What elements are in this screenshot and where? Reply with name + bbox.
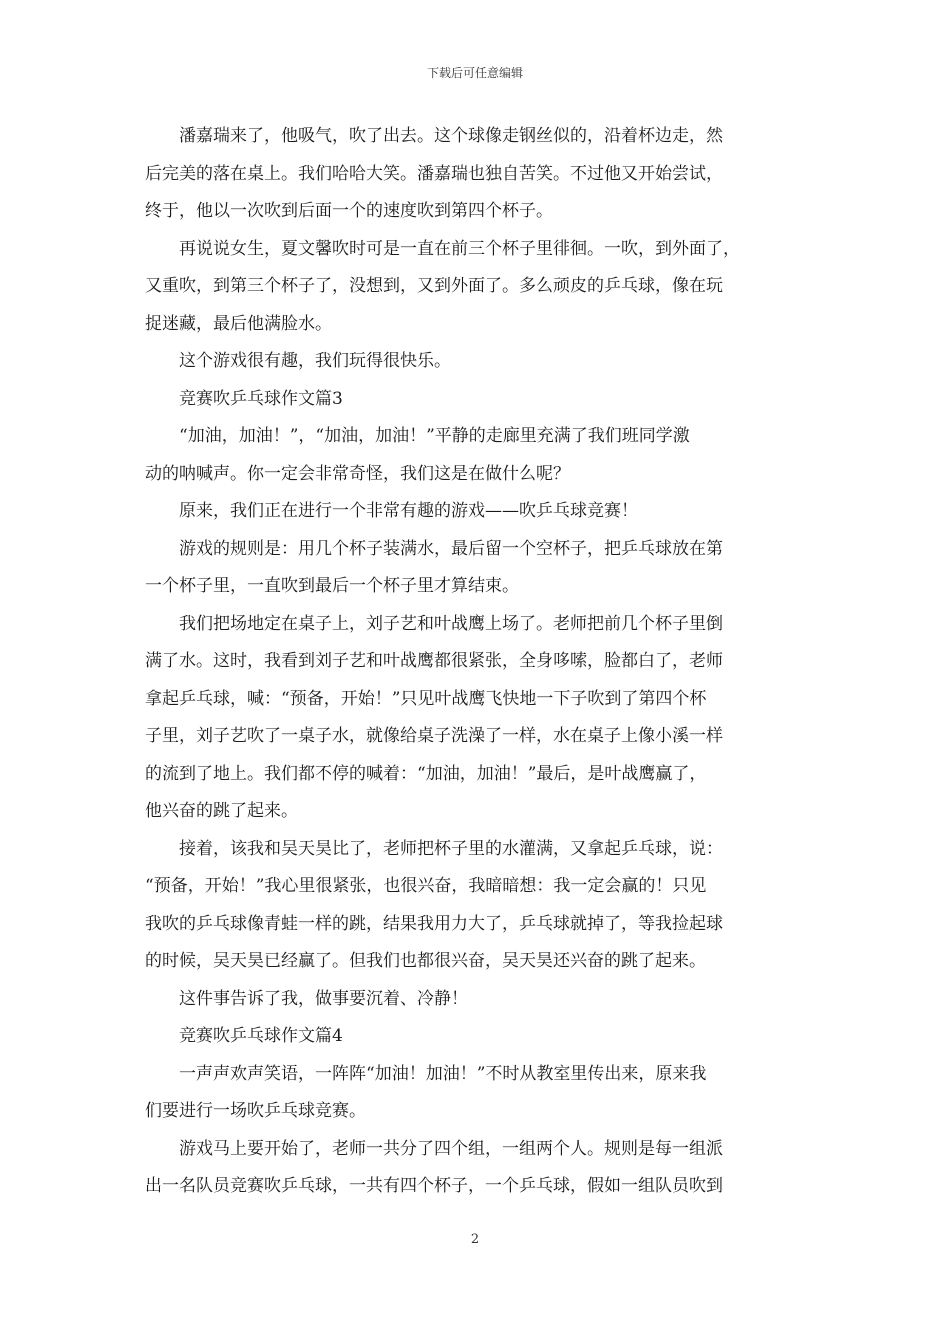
text-line: 一声声欢声笑语，一阵阵“加油！加油！”不时从教室里传出来，原来我 [179, 1063, 707, 1084]
text-line: 捉迷藏，最后他满脸水。 [145, 313, 332, 334]
text-line: “预备，开始！”我心里很紧张，也很兴奋，我暗暗想：我一定会赢的！只见 [145, 876, 707, 896]
paragraph [145, 981, 807, 1019]
page-number: 2 [470, 1232, 480, 1247]
paragraph [145, 531, 807, 606]
text-line: 游戏马上要开始了，老师一共分了四个组，一组两个人。规则是每一组派 [179, 1138, 723, 1159]
page-header: 下载后可任意编辑 [426, 66, 523, 80]
text-line: 接着，该我和吴天昊比了，老师把杯子里的水灌满，又拿起乒乓球，说： [179, 838, 723, 859]
paragraph [145, 343, 807, 381]
paragraph [145, 493, 807, 531]
text-line: 出一名队员竞赛吹乒乓球，一共有四个杯子，一个乒乓球，假如一组队员吹到 [145, 1176, 723, 1196]
text-line: “加油，加油！”，“加油，加油！”平静的走廊里充满了我们班同学激 [179, 426, 690, 446]
text-line: 们要进行一场吹乒乓球竞赛。 [145, 1101, 366, 1121]
text-line: 我吹的乒乓球像青蛙一样的跳，结果我用力大了，乒乓球就掉了，等我捡起球 [145, 913, 723, 934]
text-line: 动的呐喊声。你一定会非常奇怪，我们这是在做什么呢？ [145, 463, 570, 484]
paragraph [145, 1131, 807, 1206]
text-line: 又重吹，到第三个杯子了，没想到，又到外面了。多么顽皮的乒乓球，像在玩 [145, 276, 723, 296]
text-line: 原来，我们正在进行一个非常有趣的游戏——吹乒乓球竞赛！ [179, 501, 638, 521]
text-line: 再说说女生，夏文馨吹时可是一直在前三个杯子里徘徊。一吹，到外面了， [179, 238, 740, 259]
text-line: 满了水。这时，我看到刘子艺和叶战鹰都很紧张，全身哆嗦，脸都白了，老师 [145, 651, 723, 671]
document-body [145, 118, 807, 1206]
paragraph [145, 1056, 807, 1131]
text-line: 一个杯子里，一直吹到最后一个杯子里才算结束。 [145, 576, 519, 596]
paragraph [145, 381, 807, 419]
text-line: 潘嘉瑞来了，他吸气，吹了出去。这个球像走钢丝似的，沿着杯边走，然 [179, 126, 723, 146]
paragraph [145, 606, 807, 831]
paragraph [145, 118, 807, 231]
paragraph [145, 831, 807, 981]
text-line: 的流到了地上。我们都不停的喊着：“加油，加油！”最后，是叶战鹰赢了， [145, 763, 707, 784]
paragraph [145, 231, 807, 344]
text-line: 竞赛吹乒乓球作文篇4 [179, 1026, 343, 1046]
text-line: 游戏的规则是：用几个杯子装满水，最后留一个空杯子，把乒乓球放在第 [179, 538, 723, 559]
text-line: 后完美的落在桌上。我们哈哈大笑。潘嘉瑞也独自苦笑。不过他又开始尝试， [145, 163, 723, 184]
text-line: 这个游戏很有趣，我们玩得很快乐。 [179, 351, 451, 371]
text-line: 我们把场地定在桌子上，刘子艺和叶战鹰上场了。老师把前几个杯子里倒 [179, 613, 723, 634]
text-line: 拿起乒乓球，喊：“预备，开始！”只见叶战鹰飞快地一下子吹到了第四个杯 [145, 688, 707, 709]
paragraph [145, 418, 807, 493]
text-line: 终于，他以一次吹到后面一个的速度吹到第四个杯子。 [145, 201, 553, 221]
text-line: 的时候，吴天昊已经赢了。但我们也都很兴奋，吴天昊还兴奋的跳了起来。 [145, 951, 706, 971]
text-line: 竞赛吹乒乓球作文篇3 [179, 388, 343, 409]
text-line: 子里，刘子艺吹了一桌子水，就像给桌子洗澡了一样，水在桌子上像小溪一样 [145, 726, 723, 746]
paragraph [145, 1018, 807, 1056]
text-line: 这件事告诉了我，做事要沉着、冷静！ [179, 988, 468, 1009]
text-line: 他兴奋的跳了起来。 [145, 801, 298, 821]
